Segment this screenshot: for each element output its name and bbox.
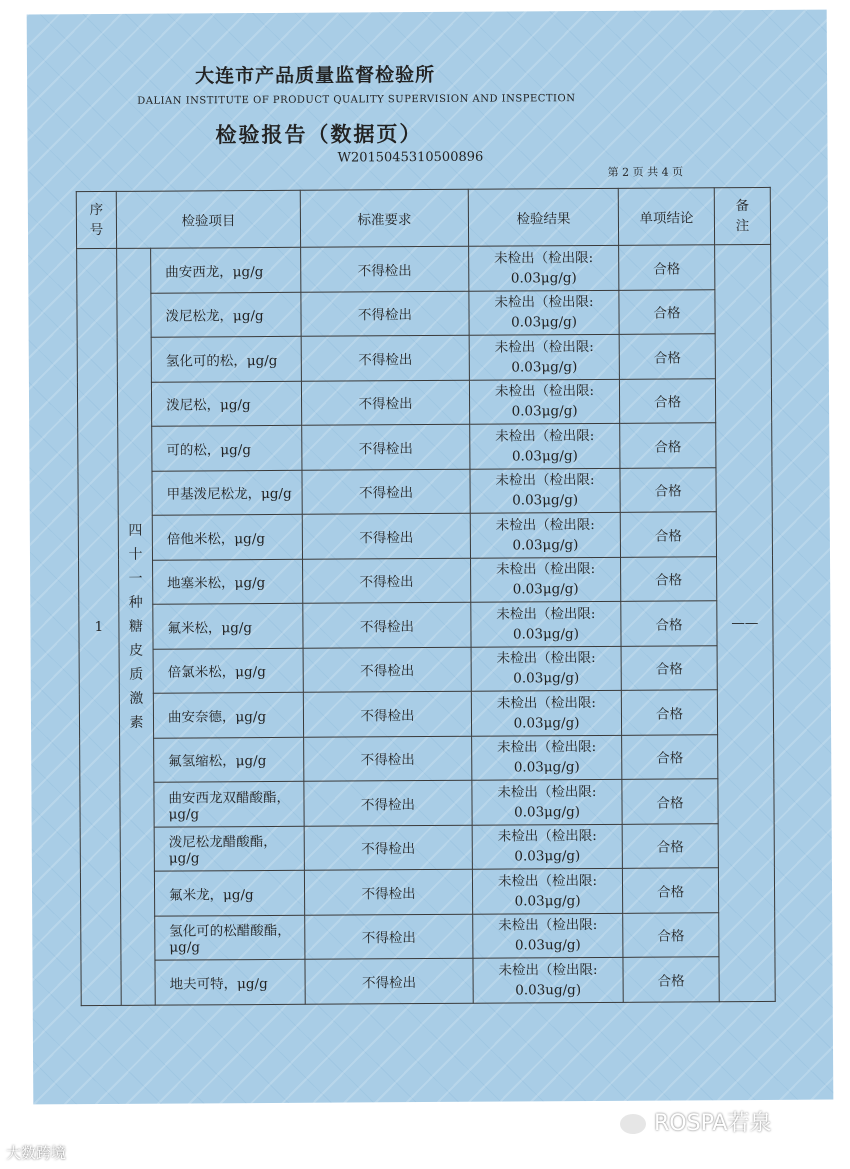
result-line-1: 未检出（检出限: bbox=[497, 739, 597, 756]
result-cell bbox=[473, 913, 623, 958]
header-remark: 备注 bbox=[714, 187, 770, 244]
item-cell: 倍氯米松，μg/g bbox=[153, 648, 303, 693]
item-cell: 甲基泼尼松龙，μg/g bbox=[152, 470, 302, 515]
conclusion-cell: 合格 bbox=[622, 734, 718, 779]
result-cell bbox=[469, 245, 619, 290]
table-row bbox=[81, 912, 775, 961]
result-line-1: 未检出（检出限: bbox=[494, 249, 594, 267]
group-cell bbox=[117, 248, 156, 1005]
table-row bbox=[77, 244, 771, 293]
header-seq: 序号 bbox=[76, 191, 116, 248]
result-line-2: 0.03μg/g) bbox=[511, 314, 578, 331]
table-row bbox=[78, 467, 772, 516]
result-cell bbox=[471, 557, 621, 602]
result-cell bbox=[471, 601, 621, 646]
conclusion-cell: 合格 bbox=[619, 334, 715, 379]
result-line-1: 未检出（检出限: bbox=[495, 427, 595, 445]
item-cell: 氟米松，μg/g bbox=[153, 603, 303, 648]
conclusion-cell: 合格 bbox=[622, 868, 718, 913]
result-cell bbox=[471, 646, 621, 691]
table-row bbox=[77, 378, 771, 427]
result-cell bbox=[470, 468, 620, 513]
table-row bbox=[79, 600, 773, 649]
table-row bbox=[79, 556, 773, 605]
standard-cell: 不得检出 bbox=[302, 513, 470, 559]
result-line-2: 0.03μg/g) bbox=[512, 581, 579, 598]
result-line-1: 未检出（检出限: bbox=[497, 783, 597, 801]
result-line-2: 0.03μg/g) bbox=[513, 714, 580, 732]
header-conclusion: 单项结论 bbox=[618, 188, 714, 246]
report-title: 检验报告（数据页） bbox=[215, 121, 423, 148]
result-line-2: 0.03μg/g) bbox=[512, 625, 579, 643]
result-cell bbox=[470, 423, 620, 468]
inspection-table bbox=[76, 187, 776, 1006]
standard-cell: 不得检出 bbox=[305, 914, 473, 960]
conclusion-cell: 合格 bbox=[622, 823, 718, 868]
standard-cell: 不得检出 bbox=[301, 380, 469, 426]
item-cell: 氟米龙，μg/g bbox=[154, 870, 304, 915]
standard-cell: 不得检出 bbox=[302, 424, 470, 470]
conclusion-cell: 合格 bbox=[623, 912, 719, 957]
item-cell: 泼尼松，μg/g bbox=[151, 381, 301, 426]
table-row bbox=[80, 867, 774, 916]
result-line-1: 未检出（检出限: bbox=[498, 961, 598, 979]
result-line-2: 0.03μg/g) bbox=[514, 892, 581, 910]
result-cell bbox=[471, 690, 621, 735]
standard-cell: 不得检出 bbox=[303, 602, 471, 648]
brand-watermark-text: ROSPA若泉 bbox=[654, 1111, 772, 1136]
table-row bbox=[77, 289, 771, 338]
result-line-2: 0.03μg/g) bbox=[512, 536, 579, 554]
conclusion-cell: 合格 bbox=[621, 645, 717, 690]
result-line-2: 0.03μg/g) bbox=[514, 803, 581, 821]
item-cell: 氢化可的松醋酸酯，μg/g bbox=[155, 915, 305, 960]
result-line-2: 0.03μg/g) bbox=[512, 492, 579, 509]
item-cell: 氟氢缩松，μg/g bbox=[154, 737, 304, 782]
institute-name-en: DALIAN INSTITUTE OF PRODUCT QUALITY SUPERVISION AND INSPECTION bbox=[137, 93, 576, 107]
item-cell: 曲安西龙双醋酸酯，μg/g bbox=[154, 781, 304, 826]
standard-cell: 不得检出 bbox=[302, 469, 470, 515]
result-cell bbox=[472, 824, 622, 869]
conclusion-cell: 合格 bbox=[623, 957, 719, 1002]
item-cell: 可的松，μg/g bbox=[152, 425, 302, 470]
result-line-1: 未检出（检出限: bbox=[494, 383, 595, 400]
standard-cell: 不得检出 bbox=[305, 958, 473, 1004]
standard-cell: 不得检出 bbox=[303, 558, 471, 604]
header-standard: 标准要求 bbox=[300, 189, 468, 247]
item-cell: 倍他米松，μg/g bbox=[152, 514, 302, 559]
conclusion-cell: 合格 bbox=[621, 556, 717, 601]
seq-cell: 1 bbox=[77, 248, 122, 1005]
conclusion-cell: 合格 bbox=[620, 423, 716, 468]
table-row bbox=[80, 734, 774, 783]
table-row bbox=[79, 645, 773, 694]
standard-cell: 不得检出 bbox=[304, 825, 472, 871]
table-row bbox=[77, 333, 771, 382]
standard-cell: 不得检出 bbox=[301, 291, 469, 337]
item-cell: 氢化可的松，μg/g bbox=[151, 336, 301, 381]
result-line-1: 未检出（检出限: bbox=[495, 516, 595, 534]
standard-cell: 不得检出 bbox=[303, 647, 471, 693]
table-row bbox=[80, 823, 774, 872]
result-line-1: 未检出（检出限: bbox=[498, 917, 598, 934]
result-line-2: 0.03μg/g) bbox=[510, 269, 577, 287]
report-number: W2015045310500896 bbox=[337, 149, 484, 166]
conclusion-cell: 合格 bbox=[619, 245, 715, 290]
standard-cell: 不得检出 bbox=[304, 869, 472, 915]
result-line-1: 未检出（检出限: bbox=[497, 872, 598, 890]
wechat-icon bbox=[620, 1114, 646, 1134]
conclusion-cell: 合格 bbox=[620, 512, 716, 557]
result-line-1: 未检出（检出限: bbox=[496, 605, 596, 623]
result-line-2: 0.03μg/g) bbox=[511, 403, 578, 420]
result-line-2: 0.03ug/g) bbox=[514, 937, 581, 954]
item-cell: 曲安西龙，μg/g bbox=[151, 247, 301, 292]
conclusion-cell: 合格 bbox=[621, 601, 717, 646]
header-result: 检验结果 bbox=[468, 188, 618, 246]
conclusion-cell: 合格 bbox=[620, 467, 716, 512]
result-line-1: 未检出（检出限: bbox=[494, 338, 594, 356]
group-label: 四十一种糖皮质激素 bbox=[128, 522, 144, 731]
table-row bbox=[78, 511, 772, 560]
brand-watermark bbox=[620, 1106, 771, 1137]
standard-cell: 不得检出 bbox=[304, 780, 472, 826]
result-line-1: 未检出（检出限: bbox=[494, 294, 594, 311]
result-line-2: 0.03μg/g) bbox=[513, 759, 580, 776]
page-indicator: 第 2 页 共 4 页 bbox=[607, 165, 684, 179]
item-cell: 泼尼松龙醋酸酯，μg/g bbox=[154, 826, 304, 871]
result-cell bbox=[473, 957, 623, 1002]
result-cell bbox=[469, 334, 619, 379]
item-cell: 曲安奈德，μg/g bbox=[153, 692, 303, 737]
institute-name-cn: 大连市产品质量监督检验所 bbox=[194, 63, 436, 88]
result-cell bbox=[470, 512, 620, 557]
result-line-1: 未检出（检出限: bbox=[496, 694, 596, 712]
result-line-2: 0.03ug/g) bbox=[515, 981, 582, 999]
standard-cell: 不得检出 bbox=[303, 691, 471, 737]
table-row bbox=[78, 422, 772, 471]
source-watermark: 大数跨境 bbox=[6, 1144, 67, 1162]
conclusion-cell: 合格 bbox=[619, 289, 715, 334]
remark-cell: —— bbox=[715, 244, 776, 1001]
table-row bbox=[80, 778, 774, 827]
table-row bbox=[81, 956, 775, 1005]
result-cell bbox=[472, 735, 622, 780]
table-header-row bbox=[76, 187, 770, 248]
standard-cell: 不得检出 bbox=[301, 335, 469, 381]
result-cell bbox=[472, 868, 622, 913]
header-item: 检验项目 bbox=[116, 190, 300, 248]
result-line-2: 0.03μg/g) bbox=[511, 447, 578, 465]
result-line-2: 0.03μg/g) bbox=[513, 670, 580, 687]
result-line-1: 未检出（检出限: bbox=[495, 561, 596, 578]
result-line-1: 未检出（检出限: bbox=[497, 828, 597, 845]
item-cell: 地塞米松，μg/g bbox=[153, 559, 303, 604]
result-cell bbox=[469, 290, 619, 335]
standard-cell: 不得检出 bbox=[301, 246, 469, 292]
result-line-1: 未检出（检出限: bbox=[495, 472, 595, 489]
conclusion-cell: 合格 bbox=[621, 690, 717, 735]
result-line-2: 0.03μg/g) bbox=[514, 848, 581, 865]
conclusion-cell: 合格 bbox=[619, 378, 715, 423]
standard-cell: 不得检出 bbox=[304, 736, 472, 782]
item-cell: 泼尼松龙，μg/g bbox=[151, 292, 301, 337]
result-cell bbox=[469, 379, 619, 424]
result-cell bbox=[472, 779, 622, 824]
item-cell: 地夫可特，μg/g bbox=[155, 959, 305, 1004]
conclusion-cell: 合格 bbox=[622, 779, 718, 824]
report-paper bbox=[27, 10, 834, 1105]
result-line-1: 未检出（检出限: bbox=[496, 650, 596, 667]
result-line-2: 0.03μg/g) bbox=[511, 358, 578, 376]
table-row bbox=[79, 689, 773, 738]
